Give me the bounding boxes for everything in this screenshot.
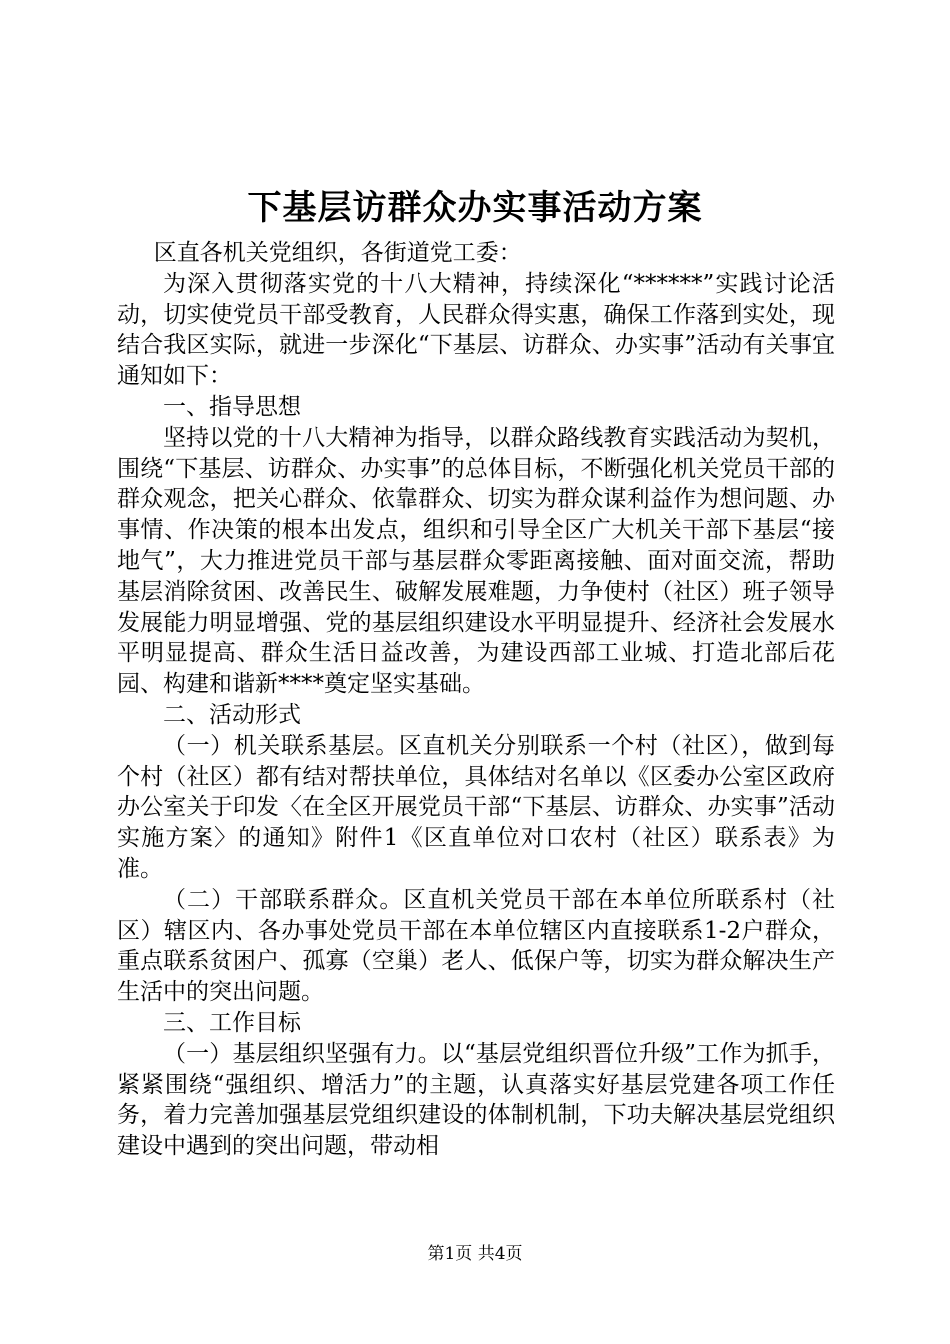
work-goals-item-1: （一）基层组织坚强有力。以“基层党组织晋位升级”工作为抓手，紧紧围绕“强组织、增活力”的主题，认真落实好基层党建各项工作任务，着力完善加强基层党组织建设的体制机制，下功夫解决基层党组织建设中遇到的突出问题，带动相: [117, 1040, 835, 1160]
activity-form-item-2: （二）干部联系群众。区直机关党员干部在本单位所联系村（社区）辖区内、各办事处党员干部在本单位辖区内直接联系1-2户群众，重点联系贫困户、孤寡（空巢）老人、低保户等，切实为群众解决生产生活中的突出问题。: [117, 886, 835, 1006]
section-heading-guiding-ideology: 一、指导思想: [163, 393, 301, 420]
intro-paragraph: 为深入贯彻落实党的十八大精神，持续深化“******”实践讨论活动，切实使党员干部受教育，人民群众得实惠，确保工作落到实处，现结合我区实际，就进一步深化“下基层、访群众、办实事”活动有关事宜通知如下：: [117, 270, 835, 390]
document-title: 下基层访群众办实事活动方案: [247, 188, 703, 228]
salutation: 区直各机关党组织，各街道党工委：: [153, 240, 522, 266]
guiding-ideology-paragraph: 坚持以党的十八大精神为指导，以群众路线教育实践活动为契机，围绕“下基层、访群众、办实事”的总体目标，不断强化机关党员干部的群众观念，把关心群众、依靠群众、切实为群众谋利益作为想问题、办事情、作决策的根本出发点，组织和引导全区广大机关干部下基层“接地气”，大力推进党员干部与基层群众零距离接触、面对面交流，帮助基层消除贫困、改善民生、破解发展难题，力争使村（社区）班子领导发展能力明显增强、党的基层组织建设水平明显提升、经济社会发展水平明显提高、群众生活日益改善，为建设西部工业城、打造北部后花园、构建和谐新****奠定坚实基础。: [117, 424, 835, 698]
section-heading-activity-form: 二、活动形式: [163, 701, 301, 728]
section-heading-work-goals: 三、工作目标: [163, 1009, 301, 1036]
page-footer: 第1页 共4页: [427, 1244, 523, 1264]
activity-form-item-1: （一）机关联系基层。区直机关分别联系一个村（社区），做到每个村（社区）都有结对帮扶单位，具体结对名单以《区委办公室区政府办公室关于印发〈在全区开展党员干部“下基层、访群众、办实事”活动实施方案〉的通知》附件1《区直单位对口农村（社区）联系表》为准。: [117, 732, 835, 882]
document-body: [117, 238, 835, 1162]
